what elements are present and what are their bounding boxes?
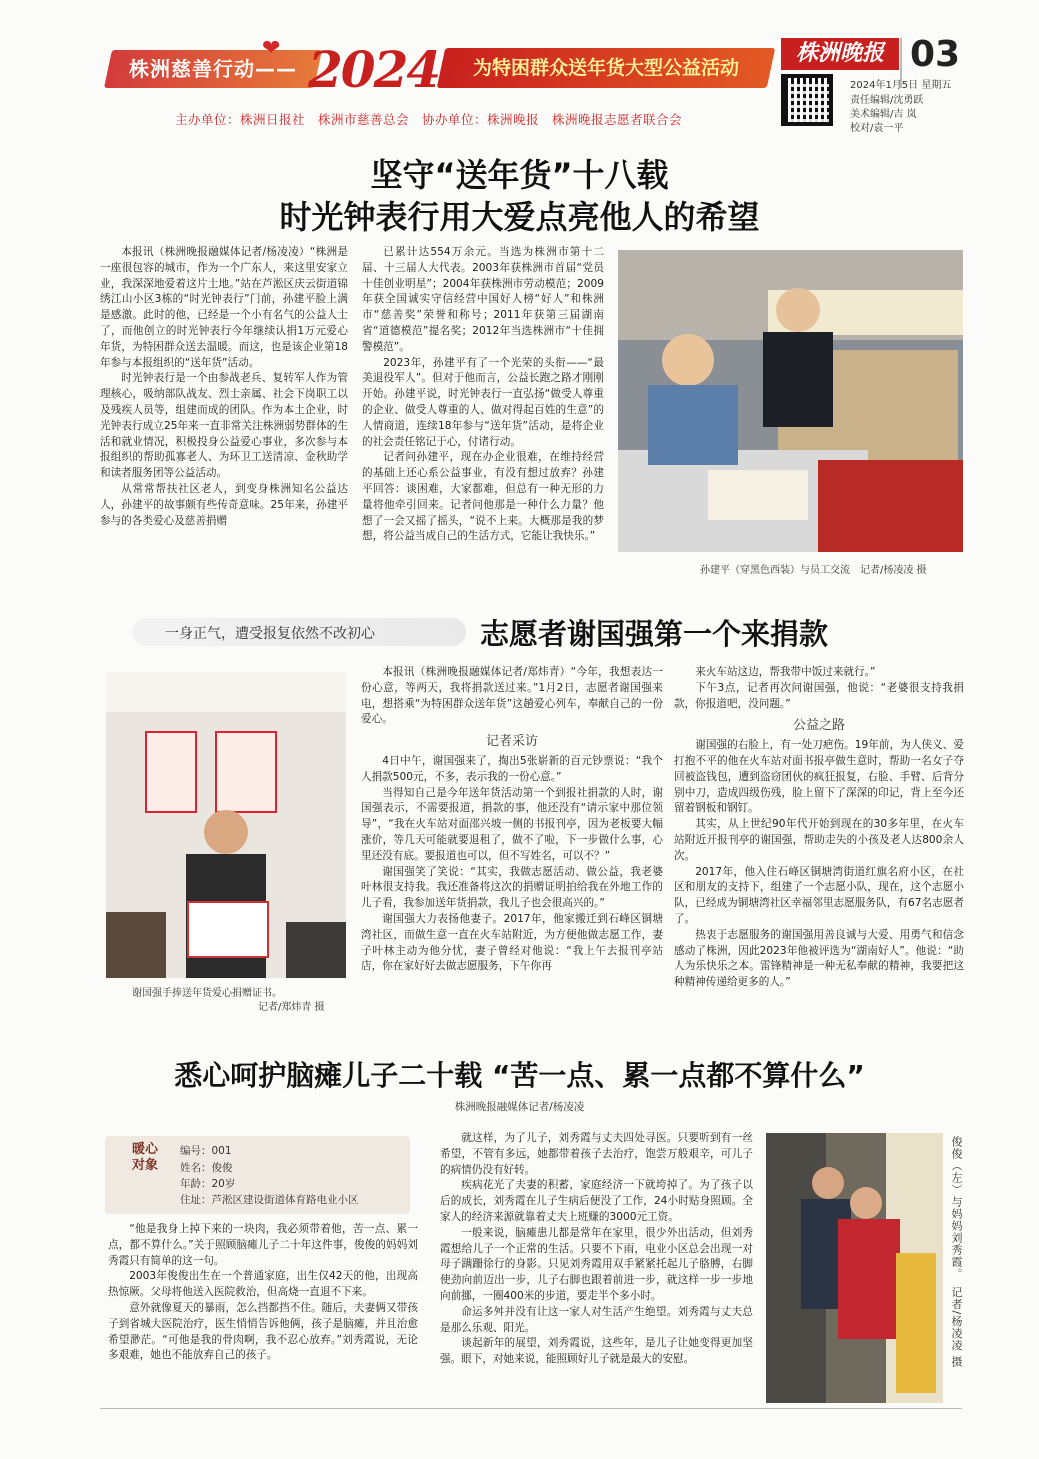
paragraph: 下午3点，记者再次问谢国强，他说：“老婆很支持我捐款，你报道吧，没问题。” [674,681,964,710]
story1-headline-line2: 时光钟表行用大爱点亮他人的希望 [279,198,760,236]
page-number: 03 [910,34,961,75]
recipient-number: 编号：001 [180,1145,232,1157]
paragraph: 其实，从上世纪90年代开始到现在的30多年里，在火车站附近开报刊亭的谢国强，帮助走失的小孩及老人达800余人次。 [674,818,964,862]
story3-column-1 [108,1222,418,1364]
volunteer-photo-illustration [106,672,346,978]
paragraph: “他是我身上掉下来的一块肉，我必须带着他，苦一点、累一点，都不算什么。”关于照顾脑瘫儿子二十年这件事，俊俊的妈妈刘秀霞只有简单的这一句。 [108,1223,418,1267]
qr-code-icon [781,74,833,126]
story2-column-2 [674,665,964,991]
paragraph: 热衷于志愿服务的谢国强用善良诚与大爱、用勇气和信念感动了株洲，因此2023年他被评选为“湖南好人”。他说：“助人为乐快乐之本。雷锋精神是一种无私奉献的精神，我要把这种精神传递给更多的人。” [674,928,964,989]
paragraph: 谢国强笑了笑说：“其实，我做志愿活动、做公益，我老婆叶林很支持我。我还准备将这次的捐赠证明拍给我在外地工作的儿子看，我参加送年货捐款，我儿子也会很高兴的。” [361,865,663,910]
story1-column-2 [362,245,604,545]
banner-right-text: 为特困群众送年货大型公益活动 [472,57,739,79]
story3-photo [766,1133,943,1403]
paragraph: 从常常帮扶社区老人，到变身株洲知名公益达人，孙建平的故事颇有些传奇意味。25年来，孙建平参与的各类爱心及慈善捐赠 [100,482,348,527]
mother-son-photo-illustration [766,1133,943,1403]
recipient-address: 住址：芦淞区建设街道体育路电业小区 [180,1194,359,1206]
paragraph: 2003年俊俊出生在一个普通家庭，出生仅42天的他，出现高热惊厥。父母将他送入医院救治，但高烧一直退不下来。 [108,1270,418,1299]
recipient-name: 姓名：俊俊 [180,1162,233,1174]
story3-column-2 [440,1131,753,1368]
paragraph: 疾病花光了夫妻的积蓄，家庭经济一下就垮掉了。为了孩子以后的成长，刘秀霞在儿子生病后便没了工作，24小时贴身照顾。全家人的经济来源就靠着丈夫上班赚的3000元工资。 [440,1179,753,1223]
watch-shop-photo-illustration [618,250,963,552]
paragraph: 本报讯（株洲晚报融媒体记者/杨凌凌）“株洲是一座很包容的城市，作为一个广东人，来这里安家立业，我深深地爱着这片土地。”站在芦淞区庆云街道锦绣江山小区3栋的“时光钟表行”门前，孙建平脸上满是感激。此时的他，已经是一个小有名气的公益人士了，而他创立的时光钟表行今年继续认捐1万元爱心年货，为特困群众送去温暖。而这，也是该企业第18年参与本报组织的“送年货”活动。 [100,246,348,369]
story3-photo-caption: 俊俊（左）与妈妈刘秀霞。 记者/杨凌凌 摄 [950,1136,963,1368]
recipient-card-tag: 暖心对象 [131,1142,158,1173]
story2-subhead-2: 公益之路 [792,718,845,734]
paragraph: 就这样，为了儿子，刘秀霞与丈夫四处寻医。只要听到有一丝希望，不管有多远，她都带着孩子去治疗，饱尝万般艰辛，可儿子的病情仍没有好转。 [440,1132,753,1176]
story1-photo-caption: 孙建平（穿黑色西装）与员工交流 记者/杨凌凌 摄 [700,565,927,576]
banner-year: 2024 [308,40,440,99]
paragraph: 2017年，他入住石峰区铜塘湾街道红旗名府小区，在社区和朋友的支持下，组建了一个志愿小队，现在，这个志愿小队，已经成为铜塘湾社区幸福邻里志愿服务队，有67名志愿者了。 [674,865,964,925]
paragraph: 已累计达554万余元。当选为株洲市第十二届、十三届人大代表。2003年获株洲市首届“党员十佳创业明星”；2004年获株洲市劳动模范；2009年获全国诚实守信经营中国好人榜“好人”和株洲市“慈善奖”荣誉和称号；2011年获第三届湖南省“道德模范”提名奖；2012年当选株洲市“十佳拥警模范”。 [362,246,604,353]
editor-credit: 责任编辑/沈勇跃 [850,95,924,106]
story2-photo-caption-1: 谢国强手捧送年货爱心捐赠证书。 [132,988,282,999]
bottom-rule [100,1408,962,1409]
story2-headline: 志愿者谢国强第一个来捐款 [480,617,829,651]
paragraph: 当得知自己是今年送年货活动第一个到报社捐款的人时，谢国强表示，不需要报道，捐款的事，他还没有“请示家中那位领导”，“我在火车站对面邵兴坡一侧的书报刊亭，因为老板要大幅涨价，等几天可能就要退租了，做不了啦，下一步做什么事，心里还没有底。要报道也可以，但不写姓名，可以不？” [361,786,663,862]
paragraph: 谈起新年的展望，刘秀霞说，这些年，是儿子让她变得更加坚强。眼下，对她来说，能照顾好儿子就是最大的安慰。 [440,1337,753,1366]
story1-headline-line1: 坚守“送年货”十八载 [370,156,669,194]
organizers-line: 主办单位：株洲日报社 株洲市慈善总会 协办单位：株洲晚报 株洲晚报志愿者联合会 [175,112,683,127]
story2-column-1 [361,665,663,975]
paragraph: 记者问孙建平，现在办企业很难，在维持经营的基础上还心系公益事业，有没有想过放弃？孙建平回答：谈困难，大家都难，但总有一种无形的力量将他牵引回来。记者问他那是一种什么力量？他想了一会又摇了摇头，“说不上来。大概那是我的梦想，将公益当成自己的生活方式，它能让我快乐。” [362,451,604,543]
heart-icon: ❤ [262,36,281,61]
paragraph: 4日中午，谢国强来了，掏出5张崭新的百元钞票说：“我个人捐款500元，不多，表示我的一份心意。” [361,754,663,783]
paragraph: 一般来说，脑瘫患儿都是常年在家里，很少外出活动，但刘秀霞想给儿子一个正常的生活。只要不下雨，电业小区总会出现一对母子蹒跚徐行的身影。只见刘秀霞用双手紧紧托起儿子胳膊，右脚使劲向前迈出一步，儿子右脚也跟着前进一步，就这样一步一步地向前挪，一圈400米的步道，要走半个多小时。 [440,1226,753,1302]
story3-headline: 悉心呵护脑瘫儿子二十载 “苦一点、累一点都不算什么” [174,1059,865,1092]
story2-photo-caption-2: 记者/郑炜青 摄 [258,1002,325,1013]
story3-byline: 株洲晚报融媒体记者/杨凌凌 [454,1101,585,1113]
proofreader-credit: 校对/袁一平 [850,123,904,134]
story1-photo [618,250,963,552]
paragraph: 来火车站这边，帮我带中饭过来就行。” [695,666,876,678]
recipient-age: 年龄：20岁 [180,1178,236,1190]
story2-subhead-1: 记者采访 [485,734,538,750]
paragraph: 意外就像夏天的暴雨，怎么挡都挡不住。随后，夫妻俩又带孩子到省城大医院治疗，医生悄悄告诉他俩，孩子是脑瘫，并且治愈希望渺茫。“可他是我的骨肉啊，我不忍心放弃。”刘秀霞说，无论多艰难，她也不能放弃自己的孩子。 [108,1301,418,1362]
paper-logo: 株洲晚报 [781,38,899,70]
story1-column-1 [100,245,348,529]
paragraph: 命运多舛并没有让这一家人对生活产生绝望。刘秀霞与丈夫总是那么乐观、阳光。 [440,1305,753,1334]
paragraph: 本报讯（株洲晚报融媒体记者/郑炜青）“今年，我想表达一份心意，等两天，我将捐款送过来。”1月2日，志愿者谢国强来电，想搭乘“为特困群众送年货”这趟爱心列车，奉献自己的一份爱心。 [361,666,663,726]
story2-kicker: 一身正气，遭受报复依然不改初心 [165,626,375,642]
banner-left-ribbon [104,50,322,88]
campaign-banner [108,40,770,100]
banner-left-text: 株洲慈善行动—— [129,57,297,81]
issue-date: 2024年1月5日 星期五 [850,80,952,91]
paragraph: 谢国强的右脸上，有一处刀疤伤。19年前，为人侠义、爱打抱不平的他在火车站对面书报亭做生意时，帮助一名女子夺回被盗钱包，遭到盗窃团伙的疯狂报复，右脸、手臂、后背分别中刀，造成四级伤残，脸上留下了深深的印记，背上至今还留着钢板和钢钉。 [674,739,964,815]
paragraph: 时光钟表行是一个由参战老兵、复转军人作为管理核心，吸纳部队战友、烈士亲属、社会下岗职工以及残疾人员等，组建而成的团队。作为本土企业，时光钟表行成立25年来一直非常关注株洲弱势群体的生活和就业情况，积极投身公益爱心事业，多次参与本报组织的帮助孤寡老人、为环卫工送清凉、金秋助学和读者服务团等公益活动。 [100,372,348,480]
story2-photo [106,672,346,978]
banner-right-ribbon [437,48,776,88]
paragraph: 2023年，孙建平有了一个光荣的头衔——“最美退役军人”。但对于他而言，公益长跑之路才刚刚开始。孙建平说，时光钟表行一直弘扬“做受人尊重的企业、做受人尊重的人、做对得起百姓的生意”的人情商道，连续18年参与“送年货”活动，是将企业的社会责任铭记于心，付诸行动。 [362,356,604,448]
paragraph: 谢国强大力表扬他妻子。2017年，他家搬迁到石峰区铜塘湾社区，而做生意一直在火车站附近，为方便他做志愿工作，妻子叶林主动为他分忧，妻子曾经对他说：“我上午去报刊亭站店，你在家好好去做志愿服务，下午你再 [361,912,663,973]
art-editor-credit: 美术编辑/吉 岚 [850,109,917,120]
